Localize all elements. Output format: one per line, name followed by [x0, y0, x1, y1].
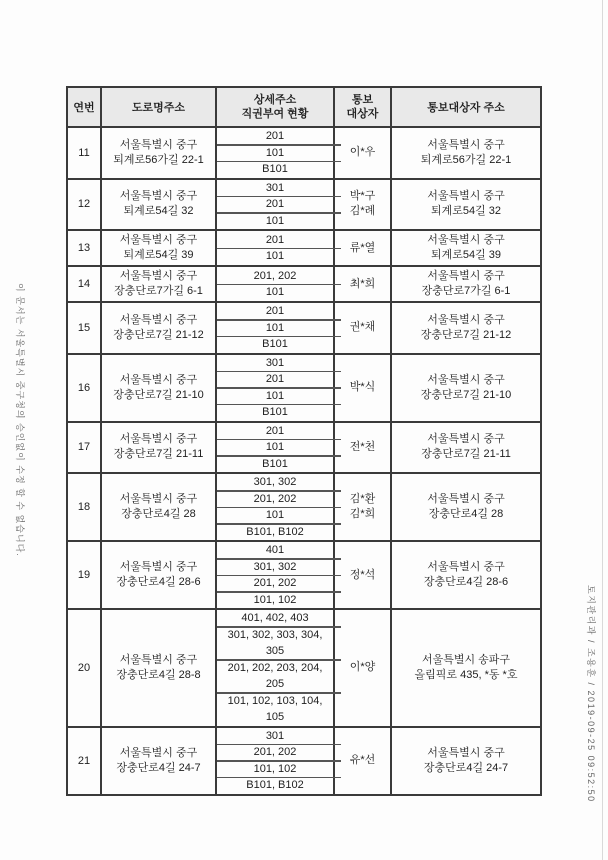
unit-number-line: 201, 202 — [217, 744, 333, 761]
cell-notify-target — [334, 422, 391, 474]
notify-target-name: 박*식 — [349, 381, 376, 393]
table-header-row — [67, 87, 541, 127]
target-address-line: 서울특별시 송파구 — [421, 653, 511, 666]
road-address-line: 서울특별시 중구 — [119, 561, 198, 573]
cell-notify-target — [334, 727, 391, 795]
unit-number-line: 201 — [217, 232, 333, 249]
cell-target-address — [391, 266, 541, 302]
target-address-line: 서울특별시 중구 — [427, 138, 505, 151]
table-row — [67, 422, 541, 474]
unit-number-line: 401, 402, 403 — [217, 610, 333, 627]
road-address-line: 서울특별시 중구 — [119, 138, 198, 151]
notify-target-name: 김*희 — [349, 508, 376, 520]
target-address-line: 퇴계로54길 39 — [430, 249, 502, 261]
cell-notify-target — [334, 354, 391, 422]
cell-serial-no: 12 — [67, 179, 101, 231]
cell-unit-numbers — [216, 230, 334, 266]
table-row — [67, 230, 541, 266]
cell-road-address — [101, 302, 216, 354]
table-row — [67, 541, 541, 609]
cell-target-address — [391, 727, 541, 795]
left-margin-watermark: 이 문서는 서울특별시 중구청의 승인없이 수정 할 수 없습니다. — [15, 283, 25, 557]
cell-unit-numbers — [216, 473, 334, 541]
cell-serial-no: 19 — [67, 541, 101, 609]
cell-road-address — [101, 541, 216, 609]
target-address-line: 퇴계로56가길 22-1 — [420, 153, 512, 166]
unit-number-line: 101 — [217, 507, 333, 524]
target-address-line: 장충단로7길 21-11 — [421, 448, 511, 461]
col-header-road-address: 도로명주소 — [101, 87, 216, 127]
cell-unit-numbers — [216, 179, 334, 231]
road-address-line: 서울특별시 중구 — [119, 234, 198, 246]
road-address-line: 서울특별시 중구 — [119, 653, 198, 666]
cell-road-address — [101, 727, 216, 795]
cell-target-address — [391, 179, 541, 231]
col-header-serial-no: 연번 — [67, 87, 101, 127]
unit-number-line: 401 — [217, 542, 333, 559]
cell-target-address — [391, 422, 541, 474]
unit-number-line: B101 — [262, 338, 288, 350]
unit-number-line: 101 — [265, 286, 285, 298]
table-row — [67, 354, 541, 422]
unit-number-line: 101 — [217, 439, 333, 456]
unit-number-line: B101, B102 — [246, 779, 304, 791]
cell-notify-target — [334, 127, 391, 179]
cell-road-address — [101, 354, 216, 422]
notify-target-name: 김*례 — [349, 205, 376, 218]
cell-target-address — [391, 127, 541, 179]
unit-number-line: 101 — [265, 250, 285, 262]
unit-number-line: 101 — [217, 320, 333, 337]
cell-serial-no: 16 — [67, 354, 101, 422]
table-row — [67, 473, 541, 541]
address-assignment-table — [66, 86, 542, 796]
target-address-line: 서울특별시 중구 — [427, 234, 505, 246]
unit-number-line: 101 — [265, 214, 285, 227]
cell-notify-target — [334, 266, 391, 302]
road-address-line: 장충단로4길 28-8 — [116, 668, 201, 681]
table-row — [67, 179, 541, 231]
table-row — [67, 609, 541, 727]
unit-number-line: 201, 202 — [217, 575, 333, 592]
table-row — [67, 302, 541, 354]
cell-target-address — [391, 541, 541, 609]
cell-road-address — [101, 266, 216, 302]
unit-number-line: B101 — [262, 457, 288, 470]
notify-target-name: 권*채 — [349, 321, 376, 334]
cell-notify-target — [334, 179, 391, 231]
cell-road-address — [101, 179, 216, 231]
target-address-line: 서울특별시 중구 — [427, 561, 505, 573]
road-address-line: 퇴계로54길 32 — [123, 205, 194, 218]
unit-number-line: 301, 302 — [217, 559, 333, 576]
cell-road-address — [101, 127, 216, 179]
target-address-line: 장충단로4길 28-6 — [423, 576, 509, 588]
cell-unit-numbers — [216, 541, 334, 609]
target-address-line: 장충단로4길 24-7 — [423, 761, 509, 774]
unit-number-line: 101, 102 — [217, 761, 333, 778]
notify-target-name: 최*희 — [349, 277, 376, 290]
notify-target-name: 이*우 — [349, 146, 376, 159]
unit-number-line: 301, 302 — [217, 474, 333, 491]
unit-number-line: 101, 102 — [253, 593, 297, 606]
road-address-line: 장충단로7가길 6-1 — [114, 285, 203, 297]
unit-number-line: B101, B102 — [246, 525, 304, 538]
col-header-notify-line1: 통보 — [351, 94, 374, 106]
cell-unit-numbers — [216, 422, 334, 474]
target-address-line: 장충단로7가길 6-1 — [421, 285, 511, 297]
unit-number-line: B101 — [262, 163, 288, 175]
road-address-line: 장충단로7길 21-12 — [113, 328, 204, 341]
target-address-line: 서울특별시 중구 — [427, 373, 505, 386]
unit-number-line: 101 — [217, 145, 333, 162]
col-header-detail-status — [216, 87, 334, 127]
cell-serial-no: 14 — [67, 266, 101, 302]
road-address-line: 장충단로4길 28-6 — [116, 576, 201, 588]
unit-number-line: 301, 302, 303, 304, 305 — [217, 627, 333, 660]
cell-notify-target — [334, 609, 391, 727]
road-address-line: 서울특별시 중구 — [119, 270, 198, 282]
cell-unit-numbers — [216, 609, 334, 727]
cell-serial-no: 21 — [67, 727, 101, 795]
cell-unit-numbers — [216, 302, 334, 354]
scan-edge-line — [602, 0, 603, 860]
cell-target-address — [391, 609, 541, 727]
target-address-line: 올림픽로 435, *동 *호 — [414, 668, 518, 681]
unit-number-line: 201 — [217, 423, 333, 440]
notify-target-name: 이*양 — [349, 661, 376, 674]
unit-number-line: 201 — [217, 371, 333, 388]
notify-target-name: 유*선 — [349, 754, 376, 766]
road-address-line: 장충단로4길 24-7 — [116, 761, 201, 774]
unit-number-line: 201 — [217, 196, 333, 213]
cell-road-address — [101, 230, 216, 266]
right-margin-stamp: 토지관리과 / 조용훈 / 2019-09-25 09:52:50 — [586, 585, 596, 803]
cell-serial-no: 13 — [67, 230, 101, 266]
cell-unit-numbers — [216, 354, 334, 422]
cell-serial-no: 11 — [67, 127, 101, 179]
road-address-line: 서울특별시 중구 — [119, 373, 198, 386]
road-address-line: 서울특별시 중구 — [119, 433, 198, 446]
cell-serial-no: 15 — [67, 302, 101, 354]
col-header-detail-line2: 직권부여 현황 — [241, 108, 309, 120]
road-address-line: 퇴계로56가길 22-1 — [113, 153, 204, 166]
road-address-line: 장충단로4길 28 — [121, 508, 196, 520]
unit-number-line: 301 — [217, 355, 333, 372]
target-address-line: 장충단로7길 21-12 — [420, 328, 512, 341]
cell-road-address — [101, 422, 216, 474]
road-address-line: 서울특별시 중구 — [119, 493, 198, 505]
cell-unit-numbers — [216, 266, 334, 302]
target-address-line: 서울특별시 중구 — [427, 746, 505, 759]
notify-target-name: 정*석 — [349, 568, 376, 581]
cell-notify-target — [334, 302, 391, 354]
col-header-detail-line1: 상세주소 — [253, 94, 297, 106]
target-address-line: 서울특별시 중구 — [427, 190, 505, 203]
table-row — [67, 266, 541, 302]
cell-serial-no: 20 — [67, 609, 101, 727]
notify-target-name: 류*열 — [349, 241, 376, 254]
table-row — [67, 127, 541, 179]
road-address-line: 서울특별시 중구 — [119, 313, 198, 326]
unit-number-line: 201, 202 — [217, 268, 333, 285]
unit-number-line: B101 — [262, 406, 288, 418]
unit-number-line: 301 — [217, 728, 333, 745]
unit-number-line: 201 — [217, 128, 333, 145]
cell-unit-numbers — [216, 727, 334, 795]
unit-number-line: 201 — [217, 303, 333, 320]
col-header-target-address: 통보대상자 주소 — [391, 87, 541, 127]
cell-target-address — [391, 473, 541, 541]
target-address-line: 서울특별시 중구 — [427, 493, 505, 505]
target-address-line: 서울특별시 중구 — [427, 433, 505, 446]
col-header-notify-line2: 대상자 — [346, 108, 379, 120]
notify-target-name: 박*구 — [349, 190, 376, 203]
cell-target-address — [391, 230, 541, 266]
cell-notify-target — [334, 473, 391, 541]
notify-target-name: 전*천 — [349, 440, 376, 453]
road-address-line: 서울특별시 중구 — [119, 746, 198, 759]
cell-target-address — [391, 302, 541, 354]
table-row — [67, 727, 541, 795]
road-address-line: 장충단로7길 21-11 — [113, 448, 204, 461]
target-address-line: 서울특별시 중구 — [427, 313, 505, 326]
target-address-line: 서울특별시 중구 — [427, 270, 505, 282]
target-address-line: 장충단로7길 21-10 — [420, 388, 512, 401]
cell-unit-numbers — [216, 127, 334, 179]
cell-serial-no: 17 — [67, 422, 101, 474]
road-address-line: 퇴계로54길 39 — [123, 249, 194, 261]
unit-number-line: 201, 202, 203, 204, 205 — [217, 660, 333, 693]
road-address-line: 서울특별시 중구 — [119, 190, 198, 203]
cell-road-address — [101, 609, 216, 727]
col-header-notify-target — [334, 87, 391, 127]
target-address-line: 퇴계로54길 32 — [430, 205, 502, 218]
unit-number-line: 201, 202 — [217, 491, 333, 508]
cell-road-address — [101, 473, 216, 541]
unit-number-line: 101 — [217, 388, 333, 405]
road-address-line: 장충단로7길 21-10 — [113, 388, 204, 401]
cell-target-address — [391, 354, 541, 422]
unit-number-line: 101, 102, 103, 104, 105 — [227, 694, 323, 723]
target-address-line: 장충단로4길 28 — [428, 508, 504, 520]
notify-target-name: 김*환 — [349, 493, 376, 505]
cell-serial-no: 18 — [67, 473, 101, 541]
cell-notify-target — [334, 541, 391, 609]
cell-notify-target — [334, 230, 391, 266]
unit-number-line: 301 — [217, 180, 333, 197]
